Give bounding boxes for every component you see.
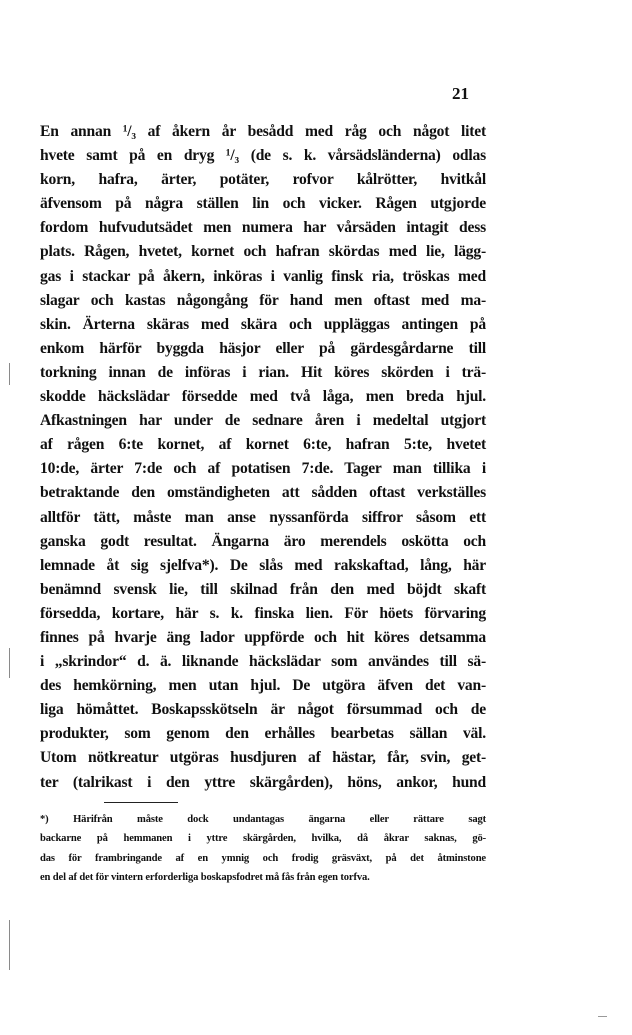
body-line: i „skrindor“ d. ä. liknande häckslädar som användes till sä- <box>40 653 486 671</box>
body-line: slagar och kastas någongång för hand men oftast med ma- <box>40 291 486 309</box>
body-line: des hemkörning, men utan hjul. De utgöra äfven det van- <box>40 677 486 695</box>
body-line: skin. Ärterna skäras med skära och uppläggas antingen på <box>40 315 486 333</box>
footnote <box>40 810 486 887</box>
body-line: alltför tätt, måste man anse nyssanförda siffror såsom ett <box>40 508 486 526</box>
body-line: produkter, som genom den erhålles bearbetas sällan väl. <box>40 725 486 743</box>
body-line: torkning innan de införas i rian. Hit köres skörden i trä- <box>40 363 486 381</box>
body-line: skodde häckslädar försedde med två låga, men breda hjul. <box>40 388 486 406</box>
scan-margin-mark <box>9 648 10 678</box>
body-line: liga hömåttet. Boskapsskötseln är något försummad och de <box>40 701 486 719</box>
body-line: försedda, kortare, här s. k. finska lien. För höets förvaring <box>40 604 486 622</box>
body-line: fordom hufvudutsädet men numera har vårsäden intagit dess <box>40 219 486 237</box>
body-line: äfvensom på några ställen lin och vicker. Rågen utgjorde <box>40 195 486 213</box>
body-line: ter (talrikast i den yttre skärgården), höns, ankor, hund <box>40 773 486 791</box>
body-line: 10:de, ärter 7:de och af potatisen 7:de. Tager man tillika i <box>40 460 486 478</box>
body-line: hvete samt på en dryg ¹/₃ (de s. k. vårsädsländerna) odlas <box>40 147 486 165</box>
footnote-line: en del af det för vintern erforderliga boskapsfodret må fås från egen torfva. <box>40 871 370 883</box>
body-line: finnes på hvarje äng lador uppförde och hit köres detsamma <box>40 628 486 646</box>
body-text <box>40 120 486 795</box>
scan-margin-mark <box>9 363 10 385</box>
body-line: ganska godt resultat. Ängarna äro merendels oskötta och <box>40 532 486 550</box>
footnote-line: backarne på hemmanen i yttre skärgården, hvilka, då åkrar saknas, gö- <box>40 833 486 845</box>
body-line: enkom härför byggda häsjor eller på gärdesgårdarne till <box>40 339 486 357</box>
body-line: Afkastningen har under de sednare åren i medeltal utgjort <box>40 412 486 430</box>
page-number: 21 <box>452 84 469 103</box>
body-line: lemnade åt sig sjelfva*). De slås med rakskaftad, lång, här <box>40 556 486 574</box>
body-line: af rågen 6:te kornet, af kornet 6:te, hafran 5:te, hvetet <box>40 436 486 454</box>
body-line: gas i stackar på åkern, inköras i vanlig finsk ria, tröskas med <box>40 267 486 285</box>
footnote-line: das för frambringande af en ymnig och frodig gräsväxt, på det åtminstone <box>40 852 486 864</box>
body-line: Utom nötkreatur utgöras husdjuren af hästar, får, svin, get- <box>40 749 486 767</box>
body-line: korn, hafra, ärter, potäter, rofvor kålrötter, hvitkål <box>40 171 486 189</box>
scan-margin-mark <box>9 920 10 970</box>
footnote-divider <box>104 802 178 803</box>
scan-edge-mark <box>598 1016 607 1017</box>
body-line: plats. Rågen, hvetet, kornet och hafran skördas med lie, lägg- <box>40 243 486 261</box>
body-line: betraktande den omständigheten att sådden oftast verkställes <box>40 484 486 502</box>
footnote-line: *) Härifrån måste dock undantagas ängarna eller rättare sagt <box>40 814 486 825</box>
body-line: En annan ¹/₃ af åkern år besådd med råg och något litet <box>40 123 486 140</box>
body-line: benämnd svensk lie, till skilnad från den med böjdt skaft <box>40 580 486 598</box>
